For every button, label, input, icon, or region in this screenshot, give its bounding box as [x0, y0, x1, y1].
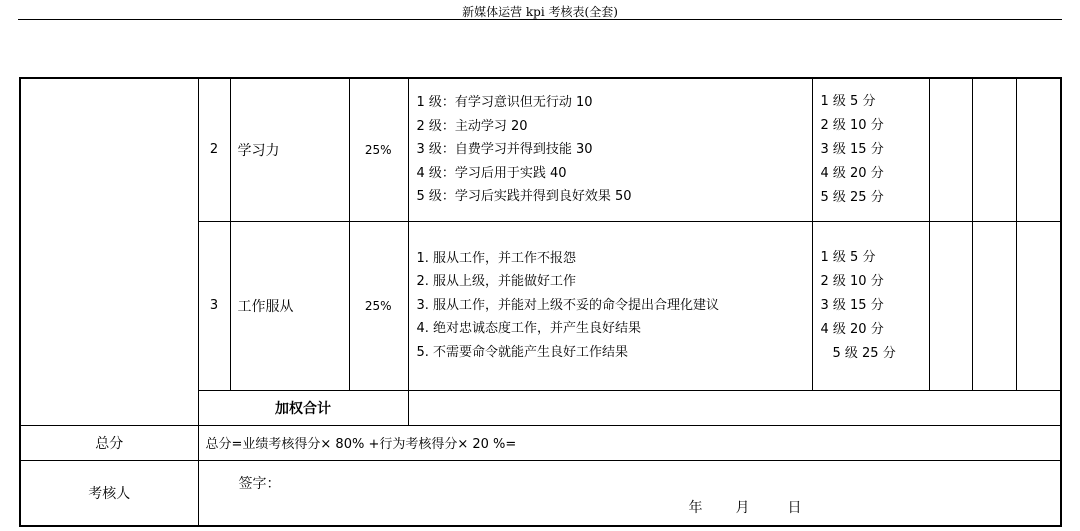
self-score-cell[interactable] — [929, 78, 972, 221]
level-line: 3. 服从工作，并能对上级不妥的命令提出合理化建议 — [416, 297, 720, 313]
row-number: 2 — [198, 78, 230, 221]
score-line: 3 级 15 分 — [820, 297, 884, 313]
indicator-weight: 25% — [349, 78, 408, 221]
reviewer-row — [20, 460, 1061, 526]
level-line: 5 级：学习后实践并得到良好效果 50 — [416, 189, 632, 204]
page-title: 新媒体运营 kpi 考核表(全套) — [462, 5, 618, 19]
score-scale — [812, 221, 929, 390]
level-line: 3 级：自费学习并得到技能 30 — [416, 142, 593, 157]
page-header — [0, 0, 1080, 20]
signature-label: 签字： — [238, 475, 281, 492]
score-line: 4 级 20 分 — [820, 321, 884, 337]
level-line: 5. 不需要命令就能产生良好工作结果 — [416, 344, 629, 360]
score-line: 5 级 25 分 — [832, 345, 896, 361]
final-score-cell[interactable] — [1016, 78, 1061, 221]
weighted-total-value[interactable] — [408, 390, 1061, 425]
total-label: 总分 — [20, 425, 198, 460]
score-line: 1 级 5 分 — [820, 93, 876, 109]
score-line: 2 级 10 分 — [820, 117, 884, 133]
signature-date — [689, 497, 802, 517]
table-row-learning — [20, 78, 1061, 221]
score-line: 5 级 25 分 — [820, 189, 884, 205]
score-line: 3 级 15 分 — [820, 141, 884, 157]
final-score-cell[interactable] — [1016, 221, 1061, 390]
level-line: 2. 服从上级，并能做好工作 — [416, 274, 577, 290]
row-number: 3 — [198, 221, 230, 390]
kpi-table — [19, 77, 1062, 527]
header-divider — [18, 19, 1062, 20]
weighted-total-label: 加权合计 — [198, 390, 408, 425]
level-line: 4 级：学习后用于实践 40 — [416, 165, 567, 181]
score-line: 1 级 5 分 — [820, 249, 876, 265]
total-row — [20, 425, 1061, 460]
reviewer-label: 考核人 — [20, 460, 198, 526]
score-scale — [812, 78, 929, 221]
indicator-name: 工作服从 — [230, 221, 349, 390]
level-line: 4. 绝对忠诚态度工作，并产生良好结果 — [416, 321, 642, 337]
indicator-name: 学习力 — [230, 78, 349, 221]
signature-cell[interactable] — [198, 460, 1061, 526]
review-score-cell[interactable] — [972, 78, 1016, 221]
review-score-cell[interactable] — [972, 221, 1016, 390]
category-cell — [20, 78, 198, 425]
level-description — [408, 78, 812, 221]
total-formula: 总分=业绩考核得分× 80% +行为考核得分× 20 %= — [198, 425, 1061, 460]
date-day: 日 — [787, 499, 802, 516]
level-line: 1. 服从工作，并工作不报怨 — [416, 250, 577, 266]
score-line: 2 级 10 分 — [820, 273, 884, 289]
score-line: 4 级 20 分 — [820, 165, 884, 181]
level-description — [408, 221, 812, 390]
indicator-weight: 25% — [349, 221, 408, 390]
date-year: 年 — [688, 499, 703, 516]
self-score-cell[interactable] — [929, 221, 972, 390]
level-line: 1 级：有学习意识但无行动 10 — [416, 95, 593, 110]
date-month: 月 — [735, 499, 750, 516]
level-line: 2 级：主动学习 20 — [416, 118, 528, 134]
